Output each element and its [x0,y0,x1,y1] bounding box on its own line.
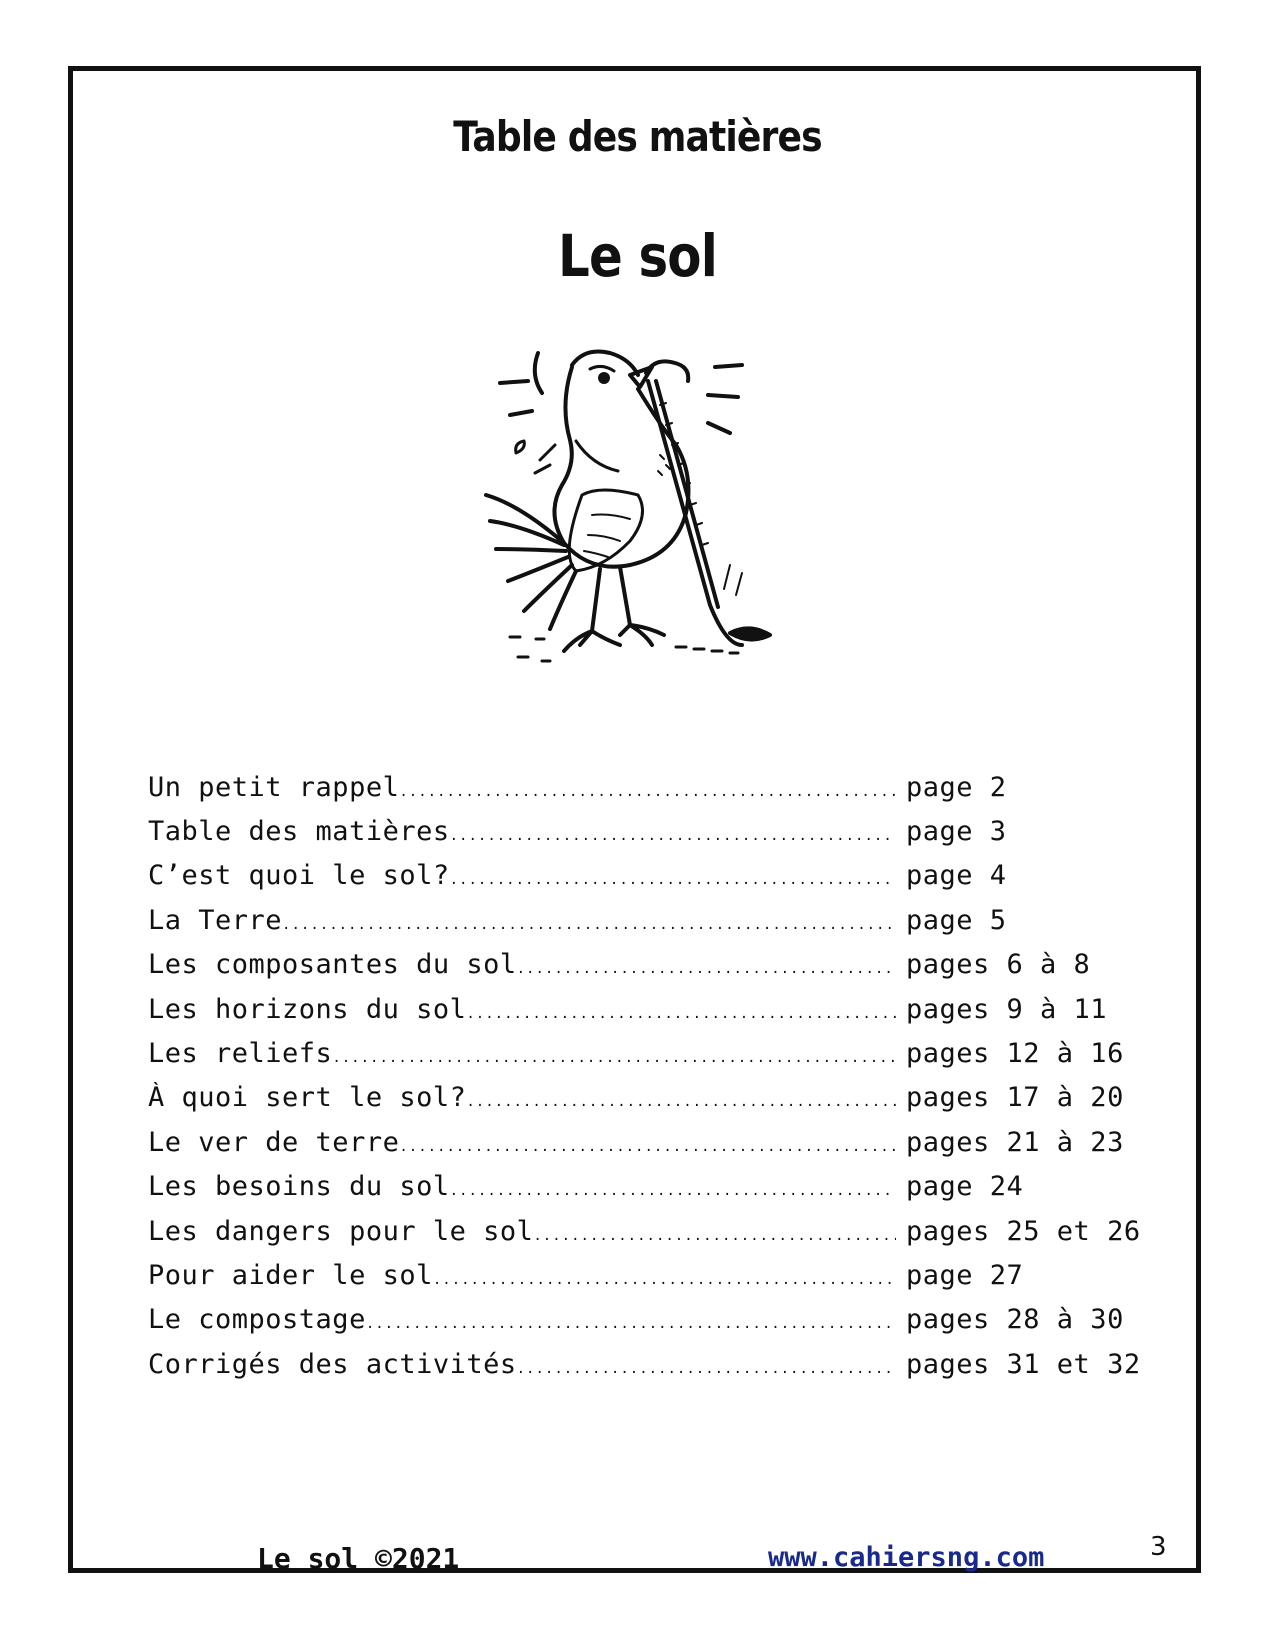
toc-entry-title: Le ver de terre [148,1126,400,1158]
toc-entry-pages: pages 25 et 26 [906,1215,1141,1247]
leader-dots [517,961,896,977]
toc-entry[interactable] [148,1298,1148,1342]
toc-entry[interactable] [148,1120,1148,1164]
leader-dots [450,1183,896,1199]
leader-dots [517,1361,896,1377]
toc-entry-pages: page 5 [906,904,1007,936]
footer-copyright: Le sol ©2021 [257,1542,460,1575]
toc-entry-title: Table des matières [148,816,450,848]
leader-dots [366,1316,896,1332]
toc-entry-title: Pour aider le sol [148,1259,433,1291]
footer-website-link[interactable]: www.cahiersng.com [768,1542,1045,1573]
leader-dots [533,1228,896,1244]
bird-pulling-worm-icon [480,345,825,705]
toc-entry-pages: pages 6 à 8 [906,949,1091,981]
page-title: Le sol [558,222,717,290]
toc-entry-pages: pages 17 à 20 [906,1082,1124,1114]
leader-dots [282,917,896,933]
toc-entry-title: Un petit rappel [148,771,400,803]
toc-entry[interactable] [148,809,1148,853]
toc-entry-pages: page 2 [906,771,1007,803]
toc-entry[interactable] [148,1209,1148,1253]
page-number: 3 [1150,1532,1167,1562]
page-subtitle: Table des matières [453,112,822,161]
toc-entry-pages: page 27 [906,1259,1024,1291]
leader-dots [399,1139,896,1155]
leader-dots [332,1050,896,1066]
toc-entry[interactable] [148,1076,1148,1120]
leader-dots [450,828,896,844]
toc-entry[interactable] [148,898,1148,942]
leader-dots [466,1006,896,1022]
toc-entry[interactable] [148,854,1148,898]
toc-entry-pages: page 24 [906,1171,1024,1203]
toc-entry[interactable] [148,943,1148,987]
toc-entry[interactable] [148,987,1148,1031]
toc-entry[interactable] [148,1031,1148,1075]
toc-entry-title: À quoi sert le sol? [148,1082,467,1114]
table-of-contents [148,765,1148,1386]
leader-dots [466,1094,896,1110]
toc-entry-pages: page 3 [906,816,1007,848]
leader-dots [399,784,896,800]
toc-entry-title: Les horizons du sol [148,993,467,1025]
toc-entry-pages: pages 28 à 30 [906,1304,1124,1336]
toc-entry-title: Les dangers pour le sol [148,1215,534,1247]
toc-entry-title: Les besoins du sol [148,1171,450,1203]
toc-entry-title: Corrigés des activités [148,1348,517,1380]
toc-entry-pages: pages 21 à 23 [906,1126,1124,1158]
toc-entry-title: C’est quoi le sol? [148,860,450,892]
toc-entry-title: Le compostage [148,1304,366,1336]
toc-entry[interactable] [148,1165,1148,1209]
toc-entry-title: La Terre [148,904,283,936]
toc-entry[interactable] [148,1253,1148,1297]
leader-dots [433,1272,896,1288]
toc-entry-title: Les composantes du sol [148,949,517,981]
toc-entry-pages: pages 9 à 11 [906,993,1108,1025]
toc-entry-pages: pages 31 et 32 [906,1348,1141,1380]
toc-entry-pages: page 4 [906,860,1007,892]
toc-entry-title: Les reliefs [148,1038,333,1070]
toc-entry-pages: pages 12 à 16 [906,1038,1124,1070]
toc-entry[interactable] [148,1342,1148,1386]
toc-entry[interactable] [148,765,1148,809]
leader-dots [450,872,896,888]
